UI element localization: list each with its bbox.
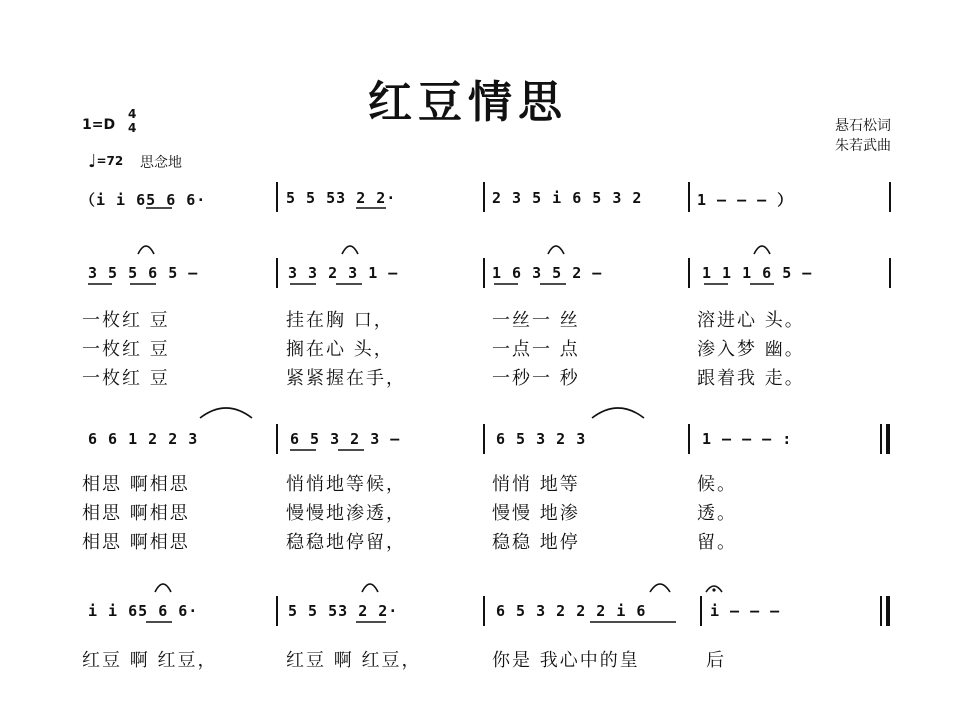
measure: 6 5 3 2 3 – xyxy=(290,430,401,448)
measure: 6 6 1 2 2 3 xyxy=(88,430,199,448)
lyric: 红豆 啊 红豆， xyxy=(82,650,218,671)
lyric: 慢慢 地渗 xyxy=(492,503,580,524)
measure: i – – – xyxy=(710,602,781,620)
lyricist-credit: 悬石松词 xyxy=(835,118,891,134)
measure: 5 5 53 2 2· xyxy=(286,189,397,207)
lyric: 一枚红 豆 xyxy=(82,368,170,389)
quarter-note-icon: ♩ xyxy=(88,151,97,172)
slur-mark xyxy=(155,584,171,592)
lyric: 挂在胸 口， xyxy=(286,310,394,331)
slur-mark xyxy=(592,408,644,418)
measure: 2 3 5 i 6 5 3 2 xyxy=(492,189,643,207)
measure: （i i 65 6 6· xyxy=(80,191,207,209)
lyric: 一丝一 丝 xyxy=(492,310,580,331)
time-signature-top: 4 xyxy=(128,107,137,121)
lyric: 一枚红 豆 xyxy=(82,339,170,360)
lyric: 红豆 啊 红豆， xyxy=(286,650,422,671)
key-signature: 1=D xyxy=(82,117,116,133)
lyric: 慢慢地渗透， xyxy=(286,503,406,524)
underline-marks xyxy=(88,208,774,622)
measure: 3 3 2 3 1 – xyxy=(288,264,399,282)
measure: 1 6 3 5 2 – xyxy=(492,264,603,282)
measure: 3 5 5 6 5 – xyxy=(88,264,199,282)
measure: i i 65 6 6· xyxy=(88,602,199,620)
lyric: 相思 啊相思 xyxy=(82,503,190,524)
slur-mark xyxy=(200,408,252,418)
lyric: 溶进心 头。 xyxy=(697,310,805,331)
lyric: 留。 xyxy=(697,532,737,553)
measure: 1 1 1 6 5 – xyxy=(702,264,813,282)
slur-mark xyxy=(650,584,670,592)
lyric: 渗入梦 幽。 xyxy=(697,339,805,360)
time-signature-bottom: 4 xyxy=(128,121,137,135)
slur-mark xyxy=(548,246,564,254)
fermata-dot xyxy=(712,588,715,591)
lyric: 搁在心 头， xyxy=(286,339,394,360)
slur-mark xyxy=(342,246,358,254)
slur-mark xyxy=(754,246,770,254)
tempo-value: =72 xyxy=(96,154,124,168)
lyric: 相思 啊相思 xyxy=(82,532,190,553)
lyric: 一点一 点 xyxy=(492,339,580,360)
song-title: 红豆情思 xyxy=(368,77,568,128)
measure: 5 5 53 2 2· xyxy=(288,602,399,620)
lyric: 悄悄地等候， xyxy=(286,474,406,495)
expression-marking: 思念地 xyxy=(140,155,182,171)
lyric: 一枚红 豆 xyxy=(82,310,170,331)
lyric: 稳稳地停留， xyxy=(286,532,406,553)
lyric: 候。 xyxy=(697,474,737,495)
lyric: 透。 xyxy=(697,503,737,524)
lyric: 跟着我 走。 xyxy=(697,368,805,389)
lyric: 你是 我心中的皇 xyxy=(492,650,640,671)
lyric: 紧紧握在手， xyxy=(286,368,406,389)
lyric: 悄悄 地等 xyxy=(492,474,580,495)
lyric: 相思 啊相思 xyxy=(82,474,190,495)
slur-mark xyxy=(138,246,154,254)
measure: 1 – – – ） xyxy=(697,191,794,209)
slur-mark xyxy=(362,584,378,592)
lyric: 后 xyxy=(706,650,726,671)
composer-credit: 朱若武曲 xyxy=(835,138,891,154)
lyric: 稳稳 地停 xyxy=(492,532,580,553)
measure: 6 5 3 2 2 2 i 6 xyxy=(496,602,647,620)
lyric: 一秒一 秒 xyxy=(492,368,580,389)
measure: 6 5 3 2 3 xyxy=(496,430,587,448)
measure: 1 – – – : xyxy=(702,430,793,448)
